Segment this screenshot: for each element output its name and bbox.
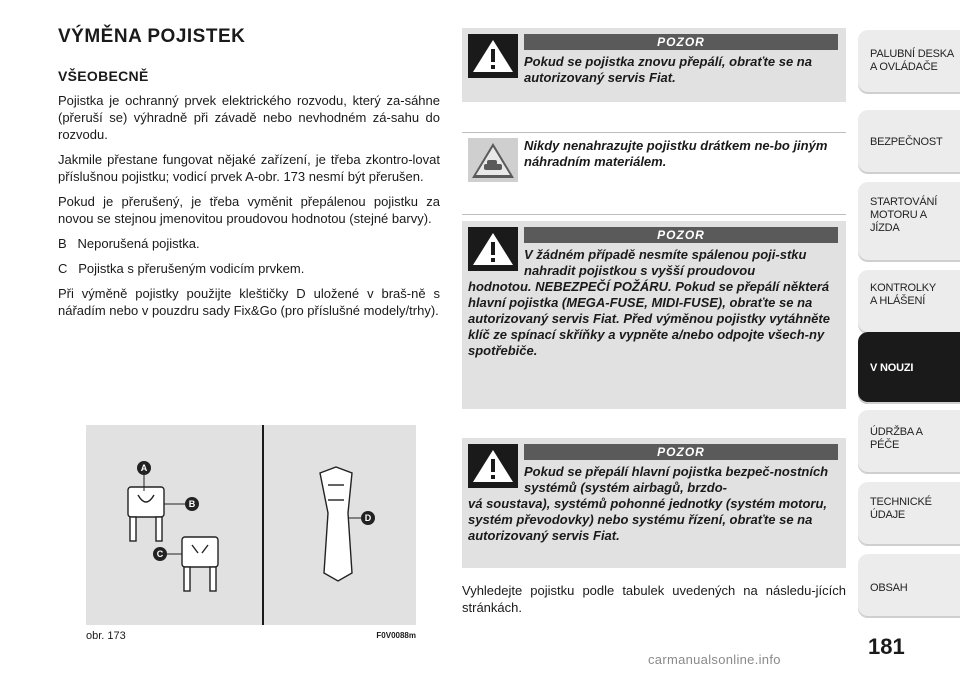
paragraph-2: Jakmile přestane fungovat nějaké zařízení, je třeba zkontro-lovat příslušnou pojistku; vodicí prvek A-obr. 173 nesmí být přerušen. xyxy=(58,152,440,184)
warning-triangle-icon xyxy=(468,34,518,78)
notice-box-2 xyxy=(462,136,846,188)
nav-tab-palubni-deska[interactable] xyxy=(858,30,960,94)
nav-label: OBSAH xyxy=(870,582,908,594)
paragraph-4: Při výměně pojistky použijte kleštičky D uložené v braš-ně s nářadím nebo v pouzdru sady Fix&Go (pro příslušné modely/trhy). xyxy=(58,286,440,318)
section-heading: VŠEOBECNĚ xyxy=(58,68,149,84)
divider-rule-2 xyxy=(462,214,846,215)
warning-text xyxy=(468,464,838,544)
nav-tab-technicke-udaje[interactable] xyxy=(858,482,960,546)
nav-label: TECHNICKÉ ÚDAJE xyxy=(870,496,932,521)
left-column xyxy=(58,26,440,327)
nav-tab-v-nouzi[interactable] xyxy=(858,332,960,404)
warning-text-indent: V žádném případě nesmíte spálenou poji-stku nahradit pojistkou s vyšší proudovou xyxy=(524,247,807,278)
figure-code: F0V0088m xyxy=(376,631,416,640)
warning-box-1 xyxy=(462,28,846,102)
warning-text-rest: hodnotou. NEBEZPEČÍ POŽÁRU. Pokud se přepálí některá hlavní pojistka (MEGA-FUSE, MIDI-FUSE), obraťte se na autorizovaný servis Fiat. Před výměnou pojistky vytáhněte klíč ze spínací skříňky a vypněte a/nebo odpojte všech-ny spotřebiče. xyxy=(468,279,830,358)
notice-text: Nikdy nenahrazujte pojistku drátkem ne-bo jiným náhradním materiálem. xyxy=(524,138,828,169)
figure-number: obr. 173 xyxy=(86,630,126,642)
legend-b: B Neporušená pojistka. xyxy=(58,236,200,251)
warning-text: Pokud se pojistka znovu přepálí, obraťte se na autorizovaný servis Fiat. xyxy=(524,54,812,85)
nav-tab-bezpecnost[interactable] xyxy=(858,110,960,174)
nav-label: PALUBNÍ DESKA A OVLÁDAČE xyxy=(870,48,954,73)
page-number: 181 xyxy=(868,634,905,659)
nav-tab-startovani[interactable] xyxy=(858,182,960,262)
warning-text xyxy=(468,247,838,359)
footer-paragraph: Vyhledejte pojistku podle tabulek uvedených na následu-jících stránkách. xyxy=(462,583,846,615)
nav-tab-udrzba[interactable] xyxy=(858,410,960,474)
watermark: carmanualsonline.info xyxy=(648,652,781,667)
page-title: VÝMĚNA POJISTEK xyxy=(58,26,246,47)
fuse-pliers xyxy=(320,467,352,581)
label-c: C xyxy=(156,549,164,559)
divider-rule xyxy=(462,132,846,133)
label-b: B xyxy=(188,499,196,509)
paragraph-1: Pojistka je ochranný prvek elektrického rozvodu, který za-sáhne (přeruší se) výhradně při závadě nebo nevhodném zá-sahu do rozvodu. xyxy=(58,93,440,142)
figure-caption xyxy=(86,630,416,642)
nav-tab-obsah[interactable] xyxy=(858,554,960,618)
label-a: A xyxy=(140,463,148,473)
warning-header: POZOR xyxy=(524,34,838,50)
paragraph-3: Pokud je přerušený, je třeba vyměnit přepálenou pojistku za novou se stejnou jmenovitou proudovou hodnotou (stejné barvy). xyxy=(58,194,440,226)
label-d: D xyxy=(364,513,372,523)
nav-label: BEZPEČNOST xyxy=(870,136,943,148)
warning-box-4 xyxy=(462,438,846,568)
car-warning-icon xyxy=(468,138,518,182)
figure-173 xyxy=(86,425,416,625)
fuse-intact xyxy=(128,487,164,541)
warning-text-indent: Pokud se přepálí hlavní pojistka bezpeč-nostních systémů (systém airbagů, brzdo- xyxy=(524,464,829,495)
warning-box-3 xyxy=(462,221,846,409)
warning-text-rest: vá soustava), systémů pohonné jednotky (systém motoru, systém převodovky) nebo systému řízení, obraťte se na autorizovaný servis Fiat. xyxy=(468,496,828,543)
fuse-blown xyxy=(182,537,218,591)
nav-label: STARTOVÁNÍ MOTORU A JÍZDA xyxy=(870,196,938,234)
fuse-illustration xyxy=(86,425,416,625)
legend-c: C Pojistka s přerušeným vodicím prvkem. xyxy=(58,261,305,276)
nav-label: ÚDRŽBA A PÉČE xyxy=(870,426,923,451)
warning-header: POZOR xyxy=(524,227,838,243)
nav-tab-kontrolky[interactable] xyxy=(858,270,960,334)
nav-label: V NOUZI xyxy=(870,362,914,374)
nav-label: KONTROLKY A HLÁŠENÍ xyxy=(870,282,936,307)
warning-header: POZOR xyxy=(524,444,838,460)
